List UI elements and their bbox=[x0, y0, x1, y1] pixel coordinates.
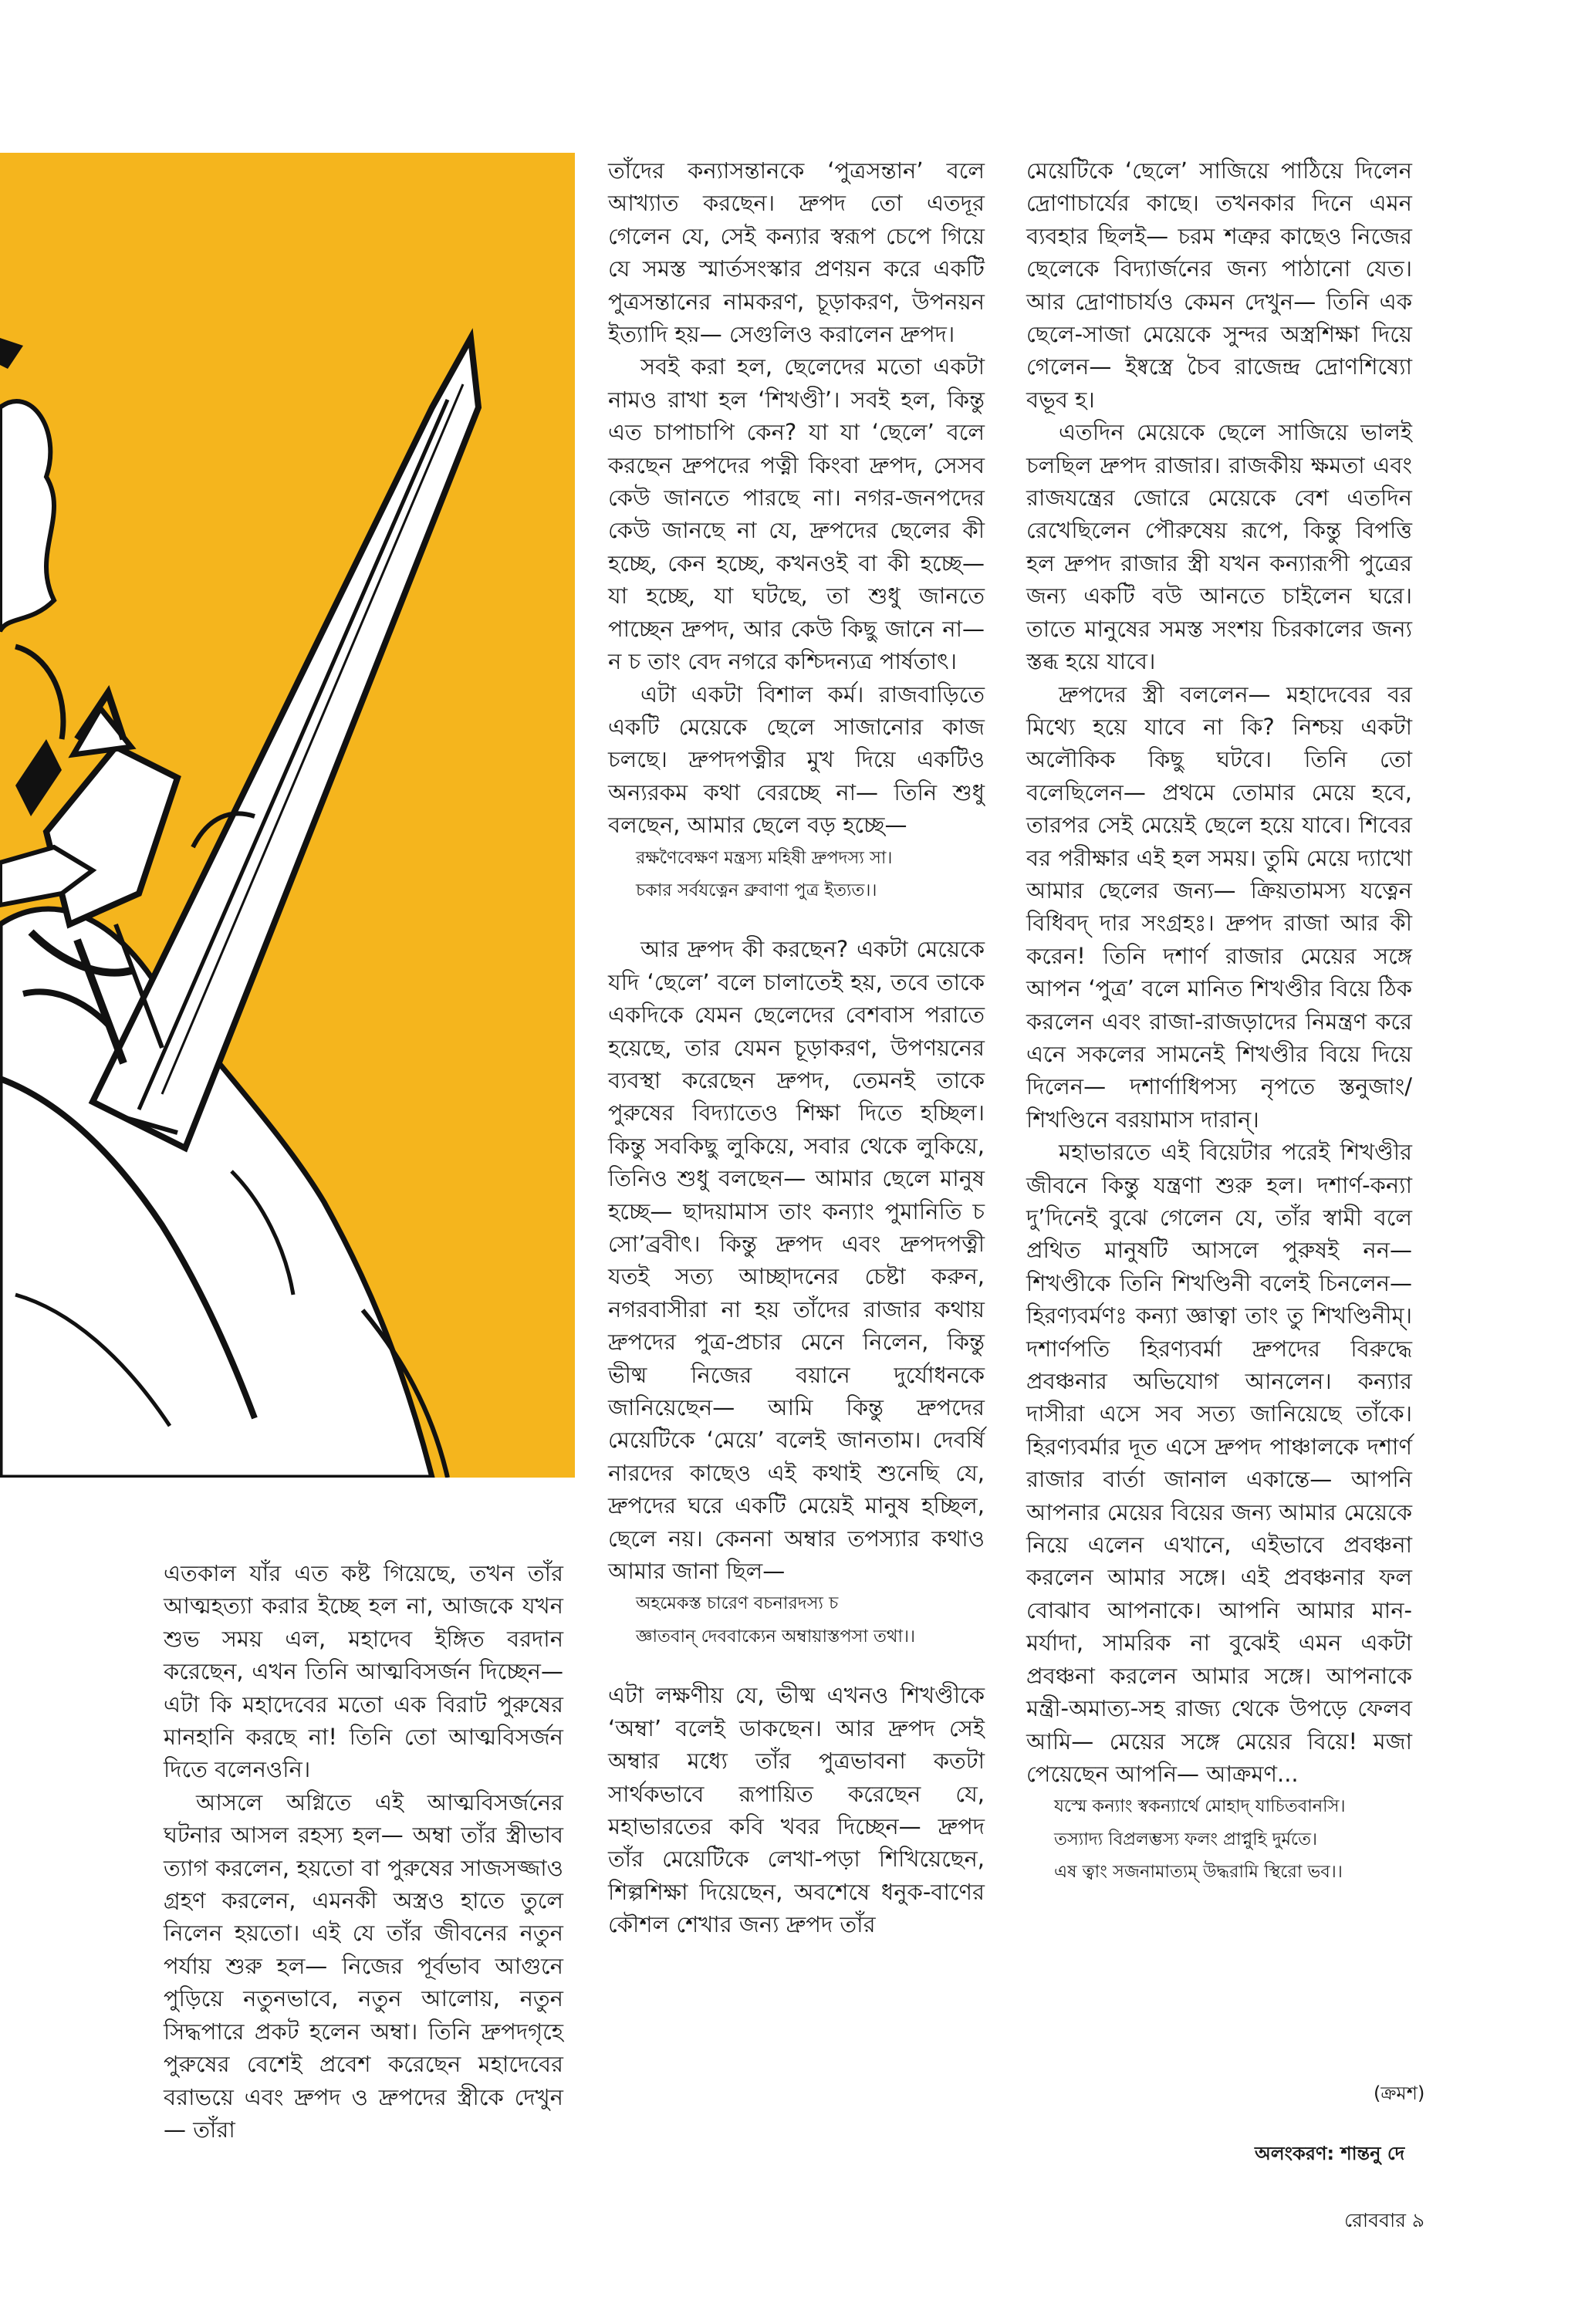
sanskrit-verse-line: জ্ঞাতবান্‌ দেববাক্যেন অম্বায়াস্তপসা তথা।। bbox=[636, 1626, 916, 1647]
sword-illustration bbox=[0, 153, 575, 1478]
sanskrit-verse-line: রক্ষণৈবেক্ষণ মন্ত্রস্য মহিষী দ্রুপদস্য সা। bbox=[636, 847, 893, 868]
paragraph: সবই করা হল, ছেলেদের মতো একটা নামও রাখা হল ‘শিখণ্ডী’। সবই হল, কিন্তু এত চাপাচাপি কেন? যা যা ‘ছেলে’ বলে করছেন দ্রুপদের পত্নী কিংবা দ্রুপদ, সেসব কেউ জানতে পারছে না। নগর-জনপদের কেউ জানছে না যে, দ্রুপদের ছেলের কী হচ্ছে, কেন হচ্ছে, কখনওই বা কী হচ্ছে— যা হচ্ছে, যা ঘটছে, তা শুধু জানতে পাচ্ছেন দ্রুপদ, আর কেউ কিছু জানে না— ন চ তাং বেদ নগরে কশ্চিদন্যত্র পার্ষতাৎ। bbox=[608, 353, 985, 675]
paragraph: মহাভারতে এই বিয়েটার পরেই শিখণ্ডীর জীবনে কিন্তু যন্ত্রণা শুরু হল। দশার্ণ-কন্যা দু’দিনেই বুঝে গেলেন যে, তাঁর স্বামী বলে প্রথিত মানুষটি আসলে পুরুষই নন— শিখণ্ডীকে তিনি শিখণ্ডিনী বলেই চিনলেন— হিরণ্যবর্মণঃ কন্যা জ্ঞাত্বা তাং তু শিখণ্ডিনীম্‌। দশার্ণপতি হিরণ্যবর্মা দ্রুপদের বিরুদ্ধে প্রবঞ্চনার অভিযোগ আনলেন। কন্যার দাসীরা এসে সব সত্য জানিয়েছে তাঁকে। হিরণ্যবর্মার দূত এসে দ্রুপদ পাঞ্চালকে দশার্ণ রাজার বার্তা জানাল একান্তে— আপনি আপনার মেয়ের বিয়ের জন্য আমার মেয়েকে নিয়ে এলেন এখানে, এইভাবে প্রবঞ্চনা করলেন আমার সঙ্গে। এই প্রবঞ্চনার ফল বোঝাব আপনাকে। আপনি আমার মান-মর্যাদা, সামরিক না বুঝেই এমন একটা প্রবঞ্চনা করলেন আমার সঙ্গে। আপনাকে মন্ত্রী-অমাত্য-সহ রাজ্য থেকে উপড়ে ফেলব আমি— মেয়ের সঙ্গে মেয়ের বিয়ে! মজা পেয়েছেন আপনি— আক্রমণ... bbox=[1026, 1139, 1412, 1787]
paragraph: আসলে অগ্নিতে এই আত্মবিসর্জনের ঘটনার আসল রহস্য হল— অম্বা তাঁর স্ত্রীভাব ত্যাগ করলেন, হয়তো বা পুরুষের সাজসজ্জাও গ্রহণ করলেন, এমনকী অস্ত্রও হাতে তুলে নিলেন হয়তো। এই যে তাঁর জীবনের নতুন পর্যায় শুরু হল— নিজের পূর্বভাব আগুনে পুড়িয়ে নতুনভাবে, নতুন আলোয়, নতুন সিদ্ধপারে প্রকট হলেন অম্বা। তিনি দ্রুপদগৃহে পুরুষের বেশেই প্রবেশ করেছেন মহাদেবের বরাভয়ে এবং দ্রুপদ ও দ্রুপদের স্ত্রীকে দেখুন— তাঁরা bbox=[164, 1789, 563, 2143]
article-column-middle bbox=[608, 154, 985, 1941]
sanskrit-verse-line: অহমেকস্ত চারেণ বচনারদস্য চ bbox=[636, 1593, 839, 1614]
article-column-bottom bbox=[164, 1557, 563, 2146]
paragraph: তাঁদের কন্যাসন্তানকে ‘পুত্রসন্তান’ বলে আখ্যাত করছেন। দ্রুপদ তো এতদূর গেলেন যে, সেই কন্যার স্বরূপ চেপে গিয়ে যে সমস্ত স্মার্তসংস্কার প্রণয়ন করে একটি পুত্রসন্তানের নামকরণ, চূড়াকরণ, উপনয়ন ইত্যাদি হয়— সেগুলিও করালেন দ্রুপদ। bbox=[608, 157, 985, 348]
paragraph: এটা একটা বিশাল কর্ম। রাজবাড়িতে একটি মেয়েকে ছেলে সাজানোর কাজ চলছে। দ্রুপদপত্নীর মুখ দিয়ে একটিও অন্যরকম কথা বেরচ্ছে না— তিনি শুধু বলছেন, আমার ছেলে বড় হচ্ছে— bbox=[608, 681, 985, 839]
paragraph: মেয়েটিকে ‘ছেলে’ সাজিয়ে পাঠিয়ে দিলেন দ্রোণাচার্যের কাছে। তখনকার দিনে এমন ব্যবহার ছিলই— চরম শত্রুর কাছেও নিজের ছেলেকে বিদ্যার্জনের জন্য পাঠানো যেত। আর দ্রোণাচার্যও কেমন দেখুন— তিনি এক ছেলে-সাজা মেয়েকে সুন্দর অস্ত্রশিক্ষা দিয়ে গেলেন— ইষ্বস্ত্রে চৈব রাজেন্দ্র দ্রোণশিষ্যো বভূব হ। bbox=[1026, 157, 1412, 413]
sanskrit-verse-line: তস্যাদ্য বিপ্রলম্ভস্য ফলং প্রাপ্নুহি দুর্মতে। bbox=[1054, 1829, 1318, 1849]
paragraph: দ্রুপদের স্ত্রী বললেন— মহাদেবের বর মিথ্যে হয়ে যাবে না কি? নিশ্চয় একটা অলৌকিক কিছু ঘটবে। তিনি তো বলেছিলেন— প্রথমে তোমার মেয়ে হবে, তারপর সেই মেয়েই ছেলে হয়ে যাবে। শিবের বর পরীক্ষার এই হল সময়। তুমি মেয়ে দ্যাখো আমার ছেলের জন্য— ক্রিয়তামস্য যত্নেন বিধিবদ্ দার সংগ্রহঃ। দ্রুপদ রাজা আর কী করেন! তিনি দশার্ণ রাজার মেয়ের সঙ্গে আপন ‘পুত্র’ বলে মানিত শিখণ্ডীর বিয়ে ঠিক করলেন এবং রাজা-রাজড়াদের নিমন্ত্রণ করে এনে সকলের সামনেই শিখণ্ডীর বিয়ে দিয়ে দিলেন— দশার্ণাধিপস্য নৃপতে স্তনুজাং/শিখণ্ডিনে বরয়ামাস দারান্‌। bbox=[1026, 681, 1412, 1133]
continued-label: (ক্রমশ) bbox=[1374, 2082, 1425, 2104]
spacer bbox=[608, 907, 985, 933]
paragraph: আর দ্রুপদ কী করছেন? একটা মেয়েকে যদি ‘ছেলে’ বলে চালাতেই হয়, তবে তাকে একদিকে যেমন ছেলেদের বেশবাস পরাতে হয়েছে, তার যেমন চূড়াকরণ, উপণয়নের ব্যবস্থা করেছেন দ্রুপদ, তেমনই তাকে পুরুষের বিদ্যাতেও শিক্ষা দিতে হচ্ছিল। কিন্তু সবকিছু লুকিয়ে, সবার থেকে লুকিয়ে, তিনিও শুধু বলছেন— আমার ছেলে মানুষ হচ্ছে— ছাদয়ামাস তাং কন্যাং পুমানিতি চ সো’ব্রবীৎ। কিন্তু দ্রুপদ এবং দ্রুপদপত্নী যতই সত্য আচ্ছাদনের চেষ্টা করুন, নগরবাসীরা না হয় তাঁদের রাজার কথায় দ্রুপদের পুত্র-প্রচার মেনে নিলেন, কিন্তু ভীষ্ম নিজের বয়ানে দুর্যোধনকে জানিয়েছেন— আমি কিন্তু দ্রুপদের মেয়েটিকে ‘মেয়ে’ বলেই জানতাম। দেবর্ষি নারদের কাছেও এই কথাই শুনেছি যে, দ্রুপদের ঘরে একটি মেয়েই মানুষ হচ্ছিল, ছেলে নয়। কেননা অম্বার তপস্যার কথাও আমার জানা ছিল— bbox=[608, 936, 985, 1585]
page-number: রোববার ৯ bbox=[1344, 2209, 1425, 2231]
sanskrit-verse-line: চকার সর্বযত্নেন ব্রুবাণা পুত্র ইত্যত।। bbox=[636, 880, 877, 900]
article-column-right bbox=[1026, 154, 1412, 1889]
sword-drawing bbox=[0, 153, 575, 1478]
illustration-credit: অলংকরণ: শান্তনু দে bbox=[1255, 2143, 1405, 2164]
paragraph: এতদিন মেয়েকে ছেলে সাজিয়ে ভালই চলছিল দ্রুপদ রাজার। রাজকীয় ক্ষমতা এবং রাজযন্ত্রের জোরে মেয়েকে বেশ এতদিন রেখেছিলেন পৌরুষেয় রূপে, কিন্তু বিপত্তি হল দ্রুপদ রাজার স্ত্রী যখন কন্যারূপী পুত্রের জন্য একটি বউ আনতে চাইলেন ঘরে। তাতে মানুষের সমস্ত সংশয় চিরকালের জন্য স্তব্ধ হয়ে যাবে। bbox=[1026, 419, 1412, 675]
sanskrit-verse-line: যস্মে কন্যাং স্বকন্যার্থে মোহাদ্‌ যাচিতবানসি। bbox=[1054, 1796, 1346, 1817]
paragraph: এটা লক্ষণীয় যে, ভীষ্ম এখনও শিখণ্ডীকে ‘অম্বা’ বলেই ডাকছেন। আর দ্রুপদ সেই অম্বার মধ্যে তাঁর পুত্রভাবনা কতটা সার্থকভাবে রূপায়িত করেছেন যে, মহাভারতের কবি খবর দিচ্ছেন— দ্রুপদ তাঁর মেয়েটিকে লেখা-পড়া শিখিয়েছেন, শিল্পশিক্ষা দিয়েছেন, অবশেষে ধনুক-বাণের কৌশল শেখার জন্য দ্রুপদ তাঁর bbox=[608, 1682, 985, 1938]
spacer bbox=[608, 1653, 985, 1679]
sanskrit-verse-line: এষ ত্বাং সজনামাত্যম্‌ উদ্ধরামি স্থিরো ভব।। bbox=[1054, 1862, 1343, 1883]
paragraph: এতকাল যাঁর এত কষ্ট গিয়েছে, তখন তাঁর আত্মহত্যা করার ইচ্ছে হল না, আজকে যখন শুভ সময় এল, মহাদেব ইঙ্গিত বরদান করেছেন, এখন তিনি আত্মবিসর্জন দিচ্ছেন— এটা কি মহাদেবের মতো এক বিরাট পুরুষের মানহানি করছে না! তিনি তো আত্মবিসর্জন দিতে বলেনওনি। bbox=[164, 1560, 563, 1783]
